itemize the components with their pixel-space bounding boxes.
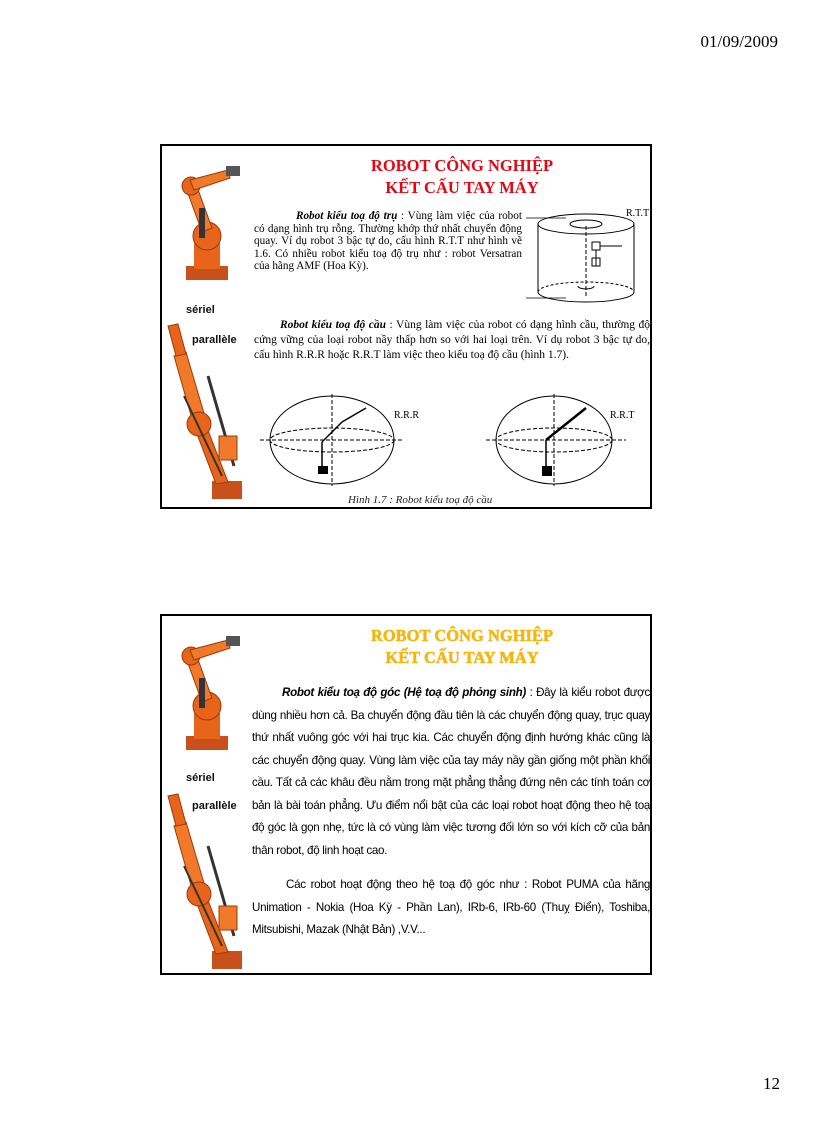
term-angular: Robot kiểu toạ độ góc (Hệ toạ độ phỏng sinh) (282, 686, 526, 699)
slide2-paragraph-examples: Các robot hoạt động theo hệ toạ độ góc như : Robot PUMA của hãng Unimation - Nokia (Hoa Kỳ - Phần Lan), IRb-6, IRb-60 (Thuỵ Điển), Toshiba, Mitsubishi, Mazak (Nhật Bản) ,V.V... (252, 878, 650, 936)
diagram-rtt-cylinder (526, 206, 652, 306)
label-serial: sériel (186, 772, 215, 784)
label-parallel: parallèle (192, 800, 237, 812)
spherical-text: : Vùng làm việc của robot có dạng hình cầu, thường độ cứng vững của loại robot nầy thấp hơn so với hai loại trên. Ví dụ robot 3 bậc tự do, cấu hình R.R.R hoặc R.R.T làm việc theo kiểu toạ độ cầu (hình 1.7). (254, 319, 650, 361)
slide2-title-line2: KẾT CẤU TAY MÁY (385, 648, 539, 667)
figure-caption: Hình 1.7 : Robot kiểu toạ độ cầu (348, 494, 493, 506)
diagram-spherical-robots (254, 394, 652, 490)
parallel-robot-image (164, 316, 254, 506)
diagram-rrr-label: R.R.R (394, 410, 420, 421)
slide2-title-line1: ROBOT CÔNG NGHIỆP (370, 626, 554, 645)
serial-robot-image (164, 148, 254, 288)
slide-2 (160, 614, 652, 975)
slide1-title-line1: ROBOT CÔNG NGHIỆP (370, 156, 554, 175)
slide-1 (160, 144, 652, 509)
serial-robot-image (164, 618, 254, 758)
term-cylindrical: Robot kiểu toạ độ trụ (296, 210, 398, 222)
angular-text: : Đây là kiểu robot được dùng nhiều hơn cả. Ba chuyển động đầu tiên là các chuyển động quay, trục quay thứ nhất vuông góc với hai trục kia. Các chuyển động định hướng khác cũng là các chuyển động quay. Vùng làm việc của tay máy nầy gần giống một phần khối cầu. Tất cả các khâu đều nằm trong mặt phẳng thẳng đứng nên các tính toán cơ bản là bài toán phẳng. Ưu điểm nổi bật của các loại robot hoạt động theo hệ toạ độ góc là gọn nhẹ, tức là có vùng làm việc tương đối lớn so với kích cỡ của bản thân robot, độ linh hoạt cao. (252, 686, 650, 857)
diagram-rrt-label: R.R.T (610, 410, 635, 421)
slide2-paragraph-angular (252, 682, 650, 862)
slide1-paragraph-cylindrical (254, 210, 522, 273)
label-serial: sériel (186, 304, 215, 316)
cylindrical-text: : Vùng làm việc của robot có dạng hình trụ rỗng. Thường khớp thứ nhất chuyển động quay. Ví dụ robot 3 bậc tự do, cấu hình R.T.T như hình vẽ 1.6. Có nhiều robot kiểu toạ độ trụ như : robot Versatran của hãng AMF (Hoa Kỳ). (254, 210, 522, 273)
slide1-paragraph-spherical (254, 318, 650, 363)
term-spherical: Robot kiểu toạ độ cầu (280, 319, 387, 331)
parallel-robot-image (164, 786, 254, 975)
label-parallel: parallèle (192, 334, 237, 346)
page-date: 01/09/2009 (700, 32, 778, 51)
slide1-title-line2: KẾT CẤU TAY MÁY (385, 178, 539, 197)
page-number: 12 (763, 1074, 780, 1093)
diagram-rtt-label: R.T.T (626, 208, 650, 219)
